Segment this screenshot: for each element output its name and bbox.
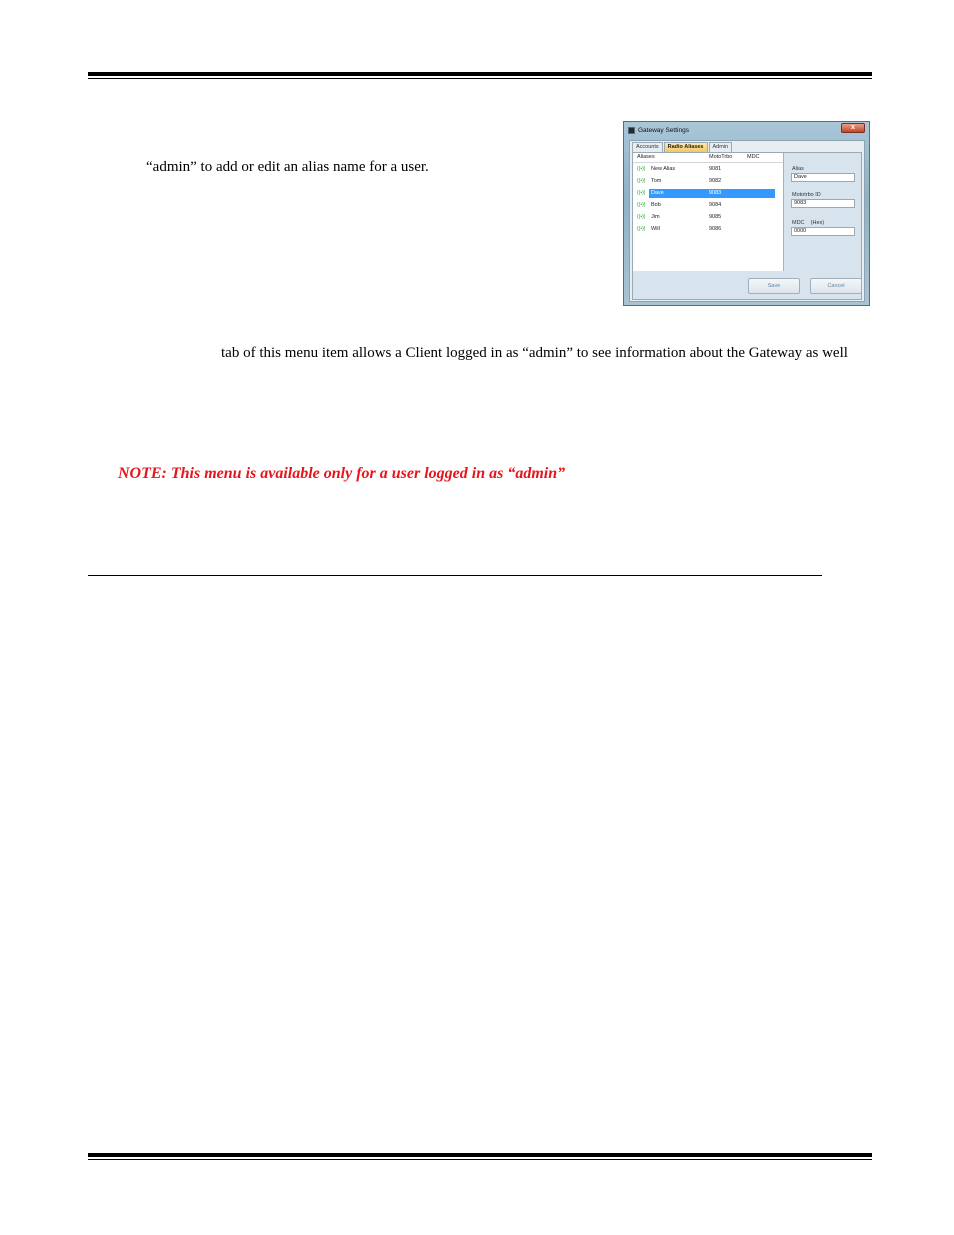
tab-admin[interactable]: Admin — [709, 142, 733, 152]
list-header — [633, 153, 783, 163]
radio-icon: ((•)) — [637, 214, 646, 220]
list-item[interactable] — [633, 225, 783, 234]
section-divider — [88, 575, 822, 576]
alias-id: 9084 — [709, 202, 722, 208]
mdc-input[interactable]: 0000 — [791, 227, 855, 236]
alias-input[interactable]: Dave — [791, 173, 855, 182]
header-mdc[interactable]: MDC — [747, 154, 760, 160]
alias-id: 9081 — [709, 166, 722, 172]
alias-label: Alias — [792, 166, 804, 172]
radio-aliases-panel — [632, 152, 862, 300]
dialog-client-area — [629, 140, 865, 302]
radio-icon: ((•)) — [637, 178, 646, 184]
tab-radio-aliases[interactable]: Radio Aliases — [664, 142, 708, 152]
save-button[interactable]: Save — [748, 278, 800, 294]
radio-icon: ((•)) — [637, 226, 646, 232]
admin-note: NOTE: This menu is available only for a user logged in as “admin” — [118, 465, 566, 482]
list-item-selected[interactable] — [633, 189, 783, 198]
list-item[interactable] — [633, 201, 783, 210]
alias-id: 9085 — [709, 214, 722, 220]
alias-name: Jim — [651, 214, 660, 220]
alias-id: 9086 — [709, 226, 722, 232]
list-item[interactable] — [633, 177, 783, 186]
alias-name: New Alias — [651, 166, 676, 172]
cancel-button[interactable]: Cancel — [810, 278, 862, 294]
radio-icon: ((•)) — [637, 202, 646, 208]
header-aliases[interactable]: Aliases — [637, 154, 655, 160]
alias-name: Bob — [651, 202, 661, 208]
header-rule-thin — [88, 78, 872, 79]
dialog-title-bar — [628, 125, 689, 135]
header-mototrbo[interactable]: MotoTrbo — [709, 154, 733, 160]
app-icon — [628, 127, 635, 134]
radio-icon: ((•)) — [637, 166, 646, 172]
aliases-list[interactable] — [633, 153, 784, 271]
footer-rule-thick — [88, 1153, 872, 1157]
footer-rule-thin — [88, 1159, 872, 1160]
body-text-line-1: “admin” to add or edit an alias name for a user. — [146, 159, 429, 175]
radio-icon: ((•)) — [637, 190, 646, 196]
gateway-settings-dialog — [623, 121, 870, 306]
close-button[interactable]: x — [841, 123, 865, 133]
alias-id: 9082 — [709, 178, 722, 184]
list-item[interactable] — [633, 213, 783, 222]
body-text-line-2: tab of this menu item allows a Client logged in as “admin” to see information about the Gateway as well — [221, 345, 848, 361]
tab-accounts[interactable]: Accounts — [632, 142, 663, 152]
header-rule-thick — [88, 72, 872, 76]
alias-id: 9083 — [709, 190, 722, 196]
dialog-title: Gateway Settings — [638, 126, 689, 134]
alias-name: Tom — [651, 178, 662, 184]
alias-name: Will — [651, 226, 660, 232]
tab-strip — [632, 142, 733, 152]
alias-name: Dave — [651, 190, 664, 196]
mototrbo-id-input[interactable]: 9083 — [791, 199, 855, 208]
mdc-hex-label: MDC (Hex) — [792, 220, 825, 226]
mototrbo-id-label: Mototrbo ID — [792, 192, 821, 198]
list-item[interactable] — [633, 165, 783, 174]
